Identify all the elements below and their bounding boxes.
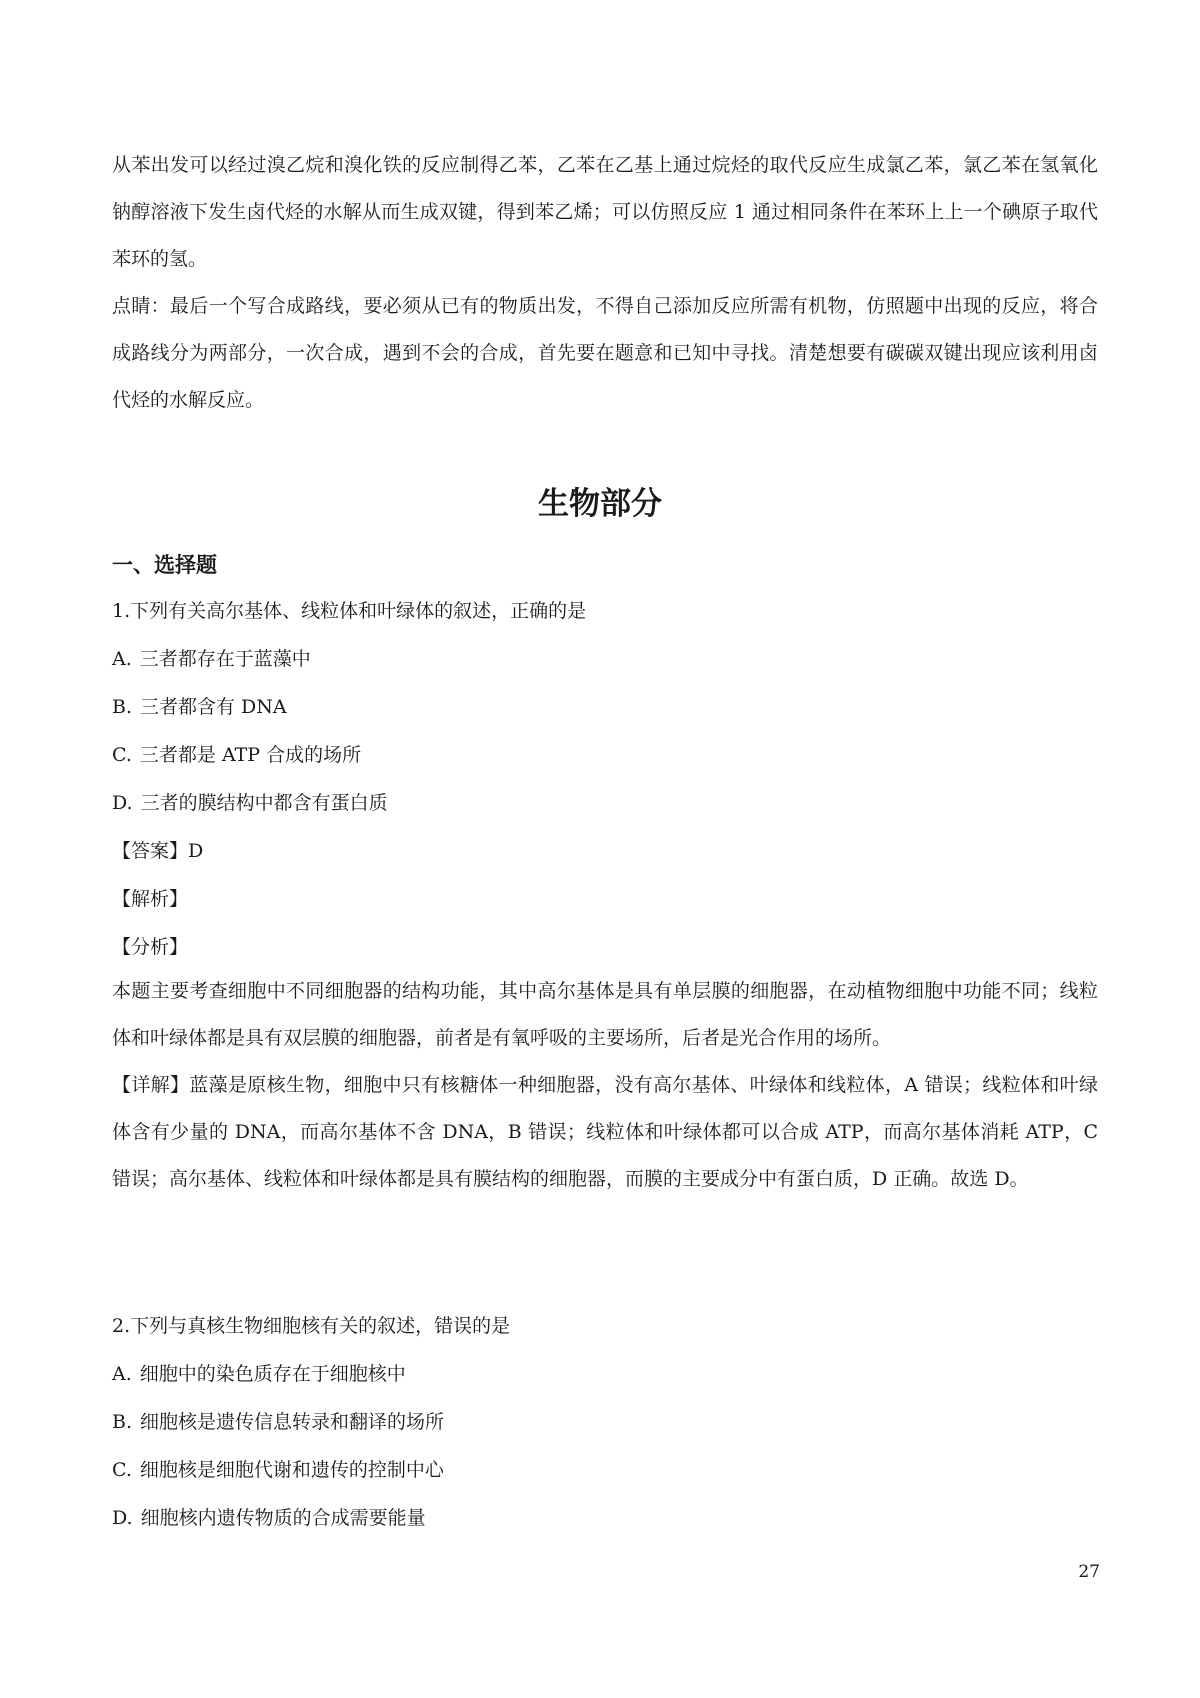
question-2-stem: 2.下列与真核生物细胞核有关的叙述，错误的是 [112,1315,511,1337]
question-2-option-c [112,1456,444,1484]
question-1-answer: 【答案】D [112,840,204,862]
question-1-detail: 【详解】蓝藻是原核生物，细胞中只有核糖体一种细胞器，没有高尔基体、叶绿体和线粒体，A 错误；线粒体和叶绿体含有少量的 DNA，而高尔基体不含 DNA，B 错误；线粒体和叶绿体都可以合成 ATP，而高尔基体消耗 ATP，C 错误；高尔基体、线粒体和叶绿体都是具有膜结构的细胞器，而膜的主要成分中有蛋白质，D 正确。故选 D。 [112,1074,1098,1190]
option-text: 细胞核是细胞代谢和遗传的控制中心 [139,1459,444,1481]
option-text: 三者的膜结构中都含有蛋白质 [140,792,388,814]
question-1-option-b [112,693,287,721]
page-number: 27 [1078,1562,1100,1582]
section-subheading: 一、选择题 [112,553,217,577]
option-letter: A. [112,1363,132,1385]
question-1-fenxi-label: 【分析】 [112,936,189,958]
option-letter: D. [112,1507,133,1529]
intro-paragraph-1: 从苯出发可以经过溴乙烷和溴化铁的反应制得乙苯，乙苯在乙基上通过烷烃的取代反应生成氯乙苯，氯乙苯在氢氧化钠醇溶液下发生卤代烃的水解从而生成双键，得到苯乙烯；可以仿照反应 1 通过相同条件在苯环上上一个碘原子取代苯环的氢。 [112,154,1098,270]
option-text: 细胞核内遗传物质的合成需要能量 [140,1507,426,1529]
question-1-analysis: 本题主要考查细胞中不同细胞器的结构功能，其中高尔基体是具有单层膜的细胞器，在动植物细胞中功能不同；线粒体和叶绿体都是具有双层膜的细胞器，前者是有氧呼吸的主要场所，后者是光合作用的场所。 [112,980,1098,1049]
option-text: 三者都存在于蓝藻中 [139,648,311,670]
option-letter: D. [112,792,133,814]
option-letter: B. [112,696,133,718]
question-1-jiexi-label: 【解析】 [112,888,189,910]
option-text: 细胞中的染色质存在于细胞核中 [139,1363,406,1385]
question-2-option-a [112,1360,406,1388]
question-2-option-b [112,1408,444,1436]
question-1-option-a [112,645,311,673]
option-text: 三者都含有 DNA [140,696,287,718]
question-2-option-d [112,1504,426,1532]
intro-block [112,142,1098,424]
option-letter: A. [112,648,132,670]
question-1-option-c [112,741,361,769]
section-title: 生物部分 [538,486,662,522]
option-letter: C. [112,1459,132,1481]
question-1-explanation [112,968,1098,1203]
option-text: 三者都是 ATP 合成的场所 [139,744,362,766]
question-1-stem: 1.下列有关高尔基体、线粒体和叶绿体的叙述，正确的是 [112,600,587,622]
option-letter: C. [112,744,132,766]
intro-paragraph-2: 点睛：最后一个写合成路线，要必须从已有的物质出发，不得自己添加反应所需有机物，仿照题中出现的反应，将合成路线分为两部分，一次合成，遇到不会的合成，首先要在题意和已知中寻找。清楚想要有碳碳双键出现应该利用卤代烃的水解反应。 [112,295,1098,411]
option-text: 细胞核是遗传信息转录和翻译的场所 [140,1411,445,1433]
option-letter: B. [112,1411,133,1433]
question-1-option-d [112,789,388,817]
